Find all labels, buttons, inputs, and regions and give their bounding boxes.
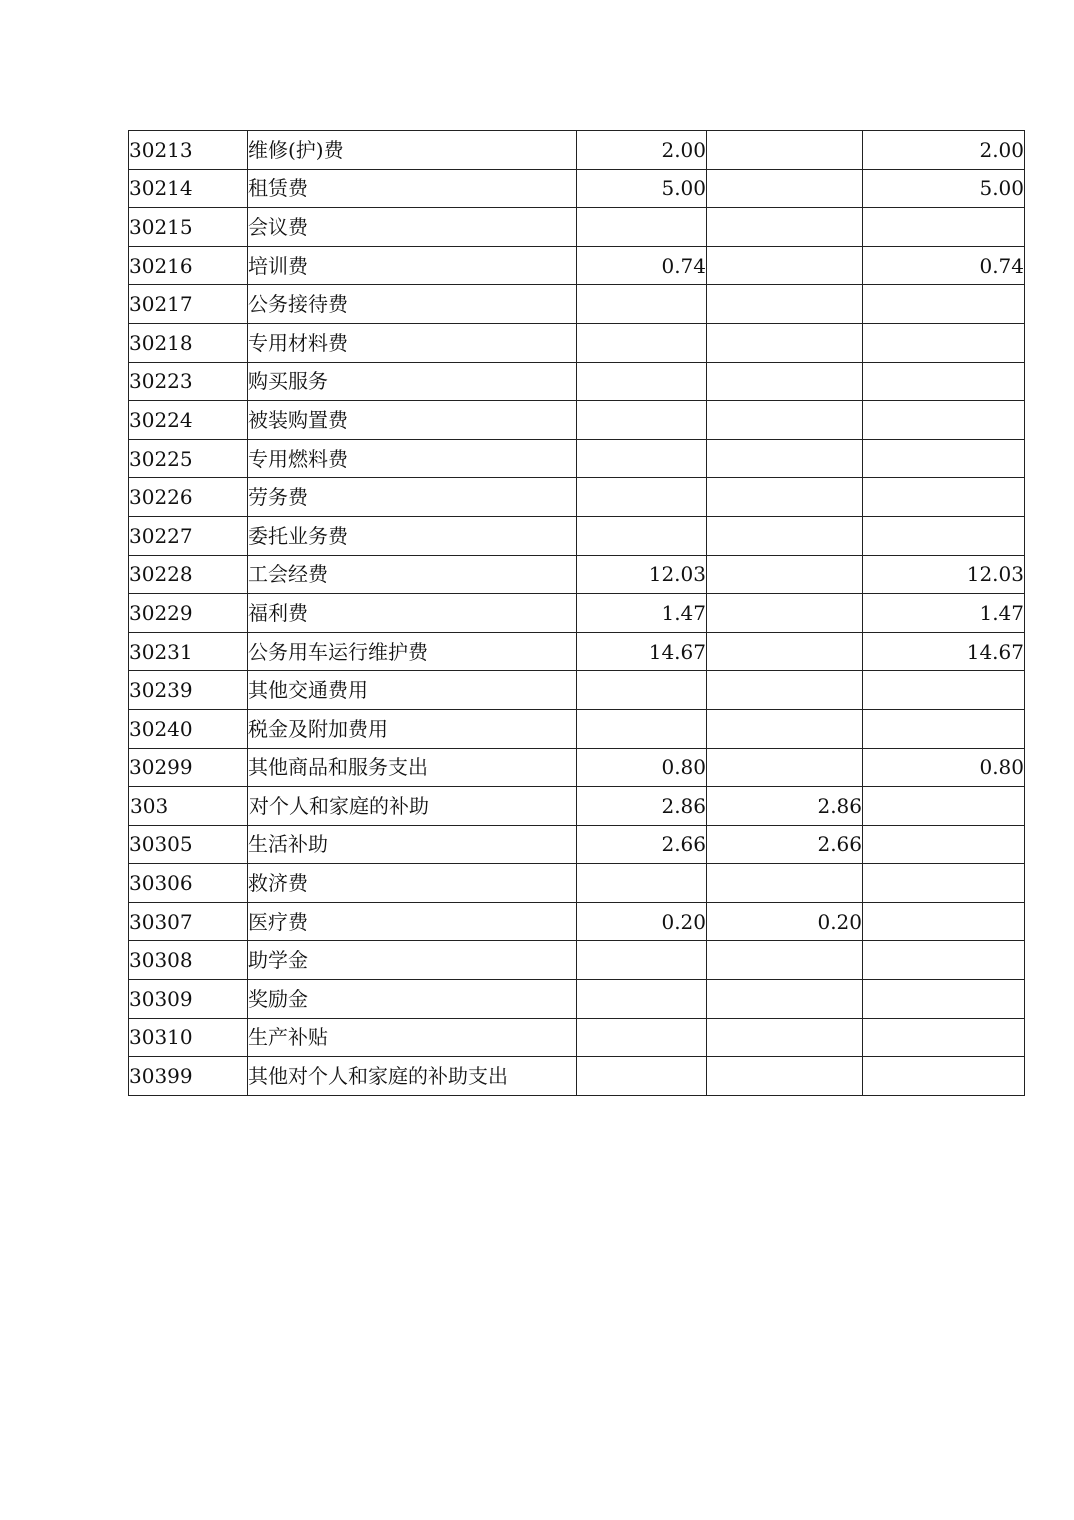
basic-amount-cell (707, 864, 863, 903)
account-code-cell: 30214 (129, 169, 248, 208)
account-name-cell: 奖励金 (248, 980, 577, 1019)
project-amount-cell: 0.74 (863, 246, 1025, 285)
project-amount-cell (863, 825, 1025, 864)
project-amount-cell: 1.47 (863, 594, 1025, 633)
account-name-cell: 培训费 (248, 246, 577, 285)
account-code-cell: 30218 (129, 323, 248, 362)
project-amount-cell (863, 1057, 1025, 1096)
table-row (129, 594, 1025, 633)
table-row (129, 516, 1025, 555)
project-amount-cell (863, 941, 1025, 980)
account-name-cell: 购买服务 (248, 362, 577, 401)
budget-sheet (128, 130, 1025, 1096)
account-code-cell: 30399 (129, 1057, 248, 1096)
account-code-cell: 30307 (129, 902, 248, 941)
account-name-cell: 其他交通费用 (248, 671, 577, 710)
basic-amount-cell (707, 323, 863, 362)
total-amount-cell: 5.00 (577, 169, 707, 208)
basic-amount-cell (707, 709, 863, 748)
total-amount-cell: 0.74 (577, 246, 707, 285)
table-row (129, 787, 1025, 826)
account-code-cell: 303 (129, 787, 248, 826)
total-amount-cell (577, 1057, 707, 1096)
basic-amount-cell (707, 208, 863, 247)
account-code-cell: 30231 (129, 632, 248, 671)
project-amount-cell (863, 516, 1025, 555)
account-code-cell: 30216 (129, 246, 248, 285)
project-amount-cell (863, 902, 1025, 941)
account-name-cell: 工会经费 (248, 555, 577, 594)
account-name-cell: 福利费 (248, 594, 577, 633)
total-amount-cell: 0.80 (577, 748, 707, 787)
project-amount-cell: 12.03 (863, 555, 1025, 594)
total-amount-cell: 2.66 (577, 825, 707, 864)
account-name-cell: 租赁费 (248, 169, 577, 208)
basic-amount-cell (707, 632, 863, 671)
basic-amount-cell (707, 439, 863, 478)
table-row (129, 323, 1025, 362)
table-row (129, 439, 1025, 478)
account-name-cell: 公务用车运行维护费 (248, 632, 577, 671)
basic-amount-cell (707, 1057, 863, 1096)
basic-amount-cell (707, 131, 863, 170)
account-name-cell: 对个人和家庭的补助 (248, 787, 577, 826)
total-amount-cell: 12.03 (577, 555, 707, 594)
project-amount-cell (863, 362, 1025, 401)
project-amount-cell: 5.00 (863, 169, 1025, 208)
account-name-cell: 维修(护)费 (248, 131, 577, 170)
table-row (129, 362, 1025, 401)
table-row (129, 246, 1025, 285)
account-name-cell: 生活补助 (248, 825, 577, 864)
account-name-cell: 专用燃料费 (248, 439, 577, 478)
account-name-cell: 救济费 (248, 864, 577, 903)
table-row (129, 169, 1025, 208)
account-code-cell: 30213 (129, 131, 248, 170)
project-amount-cell (863, 709, 1025, 748)
account-code-cell: 30226 (129, 478, 248, 517)
account-code-cell: 30240 (129, 709, 248, 748)
project-amount-cell (863, 285, 1025, 324)
table-row (129, 555, 1025, 594)
table-row (129, 208, 1025, 247)
account-name-cell: 其他对个人和家庭的补助支出 (248, 1057, 577, 1096)
basic-amount-cell (707, 516, 863, 555)
table-row (129, 401, 1025, 440)
account-name-cell: 专用材料费 (248, 323, 577, 362)
account-code-cell: 30224 (129, 401, 248, 440)
table-row (129, 285, 1025, 324)
total-amount-cell: 2.00 (577, 131, 707, 170)
total-amount-cell: 0.20 (577, 902, 707, 941)
total-amount-cell: 1.47 (577, 594, 707, 633)
project-amount-cell: 14.67 (863, 632, 1025, 671)
expenditure-table (128, 130, 1025, 1096)
basic-amount-cell (707, 285, 863, 324)
account-code-cell: 30308 (129, 941, 248, 980)
basic-amount-cell: 2.86 (707, 787, 863, 826)
project-amount-cell: 2.00 (863, 131, 1025, 170)
account-code-cell: 30223 (129, 362, 248, 401)
account-code-cell: 30227 (129, 516, 248, 555)
account-name-cell: 医疗费 (248, 902, 577, 941)
account-name-cell: 其他商品和服务支出 (248, 748, 577, 787)
table-row (129, 671, 1025, 710)
basic-amount-cell (707, 748, 863, 787)
table-row (129, 1057, 1025, 1096)
account-name-cell: 生产补贴 (248, 1018, 577, 1057)
account-code-cell: 30299 (129, 748, 248, 787)
project-amount-cell (863, 980, 1025, 1019)
basic-amount-cell (707, 980, 863, 1019)
table-row (129, 825, 1025, 864)
table-row (129, 478, 1025, 517)
project-amount-cell: 0.80 (863, 748, 1025, 787)
total-amount-cell (577, 941, 707, 980)
table-row (129, 748, 1025, 787)
account-code-cell: 30306 (129, 864, 248, 903)
total-amount-cell (577, 478, 707, 517)
table-row (129, 709, 1025, 748)
basic-amount-cell (707, 941, 863, 980)
total-amount-cell (577, 208, 707, 247)
total-amount-cell (577, 980, 707, 1019)
project-amount-cell (863, 208, 1025, 247)
account-code-cell: 30215 (129, 208, 248, 247)
basic-amount-cell (707, 401, 863, 440)
total-amount-cell (577, 323, 707, 362)
total-amount-cell (577, 709, 707, 748)
table-row (129, 1018, 1025, 1057)
project-amount-cell (863, 671, 1025, 710)
project-amount-cell (863, 401, 1025, 440)
account-code-cell: 30309 (129, 980, 248, 1019)
table-row (129, 131, 1025, 170)
account-code-cell: 30217 (129, 285, 248, 324)
table-row (129, 980, 1025, 1019)
table-row (129, 941, 1025, 980)
total-amount-cell (577, 516, 707, 555)
total-amount-cell (577, 285, 707, 324)
basic-amount-cell (707, 478, 863, 517)
basic-amount-cell (707, 246, 863, 285)
project-amount-cell (863, 478, 1025, 517)
total-amount-cell: 2.86 (577, 787, 707, 826)
basic-amount-cell: 2.66 (707, 825, 863, 864)
project-amount-cell (863, 323, 1025, 362)
account-name-cell: 公务接待费 (248, 285, 577, 324)
account-name-cell: 委托业务费 (248, 516, 577, 555)
project-amount-cell (863, 864, 1025, 903)
total-amount-cell (577, 1018, 707, 1057)
account-name-cell: 会议费 (248, 208, 577, 247)
total-amount-cell (577, 439, 707, 478)
table-row (129, 632, 1025, 671)
project-amount-cell (863, 787, 1025, 826)
basic-amount-cell (707, 594, 863, 633)
account-code-cell: 30228 (129, 555, 248, 594)
total-amount-cell (577, 401, 707, 440)
basic-amount-cell (707, 169, 863, 208)
account-name-cell: 助学金 (248, 941, 577, 980)
account-code-cell: 30229 (129, 594, 248, 633)
project-amount-cell (863, 439, 1025, 478)
total-amount-cell (577, 864, 707, 903)
project-amount-cell (863, 1018, 1025, 1057)
account-code-cell: 30310 (129, 1018, 248, 1057)
total-amount-cell (577, 362, 707, 401)
total-amount-cell (577, 671, 707, 710)
basic-amount-cell (707, 362, 863, 401)
basic-amount-cell (707, 671, 863, 710)
table-body (129, 131, 1025, 1096)
account-name-cell: 被装购置费 (248, 401, 577, 440)
account-code-cell: 30239 (129, 671, 248, 710)
account-code-cell: 30225 (129, 439, 248, 478)
total-amount-cell: 14.67 (577, 632, 707, 671)
account-name-cell: 劳务费 (248, 478, 577, 517)
basic-amount-cell (707, 555, 863, 594)
table-row (129, 864, 1025, 903)
account-code-cell: 30305 (129, 825, 248, 864)
account-name-cell: 税金及附加费用 (248, 709, 577, 748)
basic-amount-cell (707, 1018, 863, 1057)
basic-amount-cell: 0.20 (707, 902, 863, 941)
table-row (129, 902, 1025, 941)
